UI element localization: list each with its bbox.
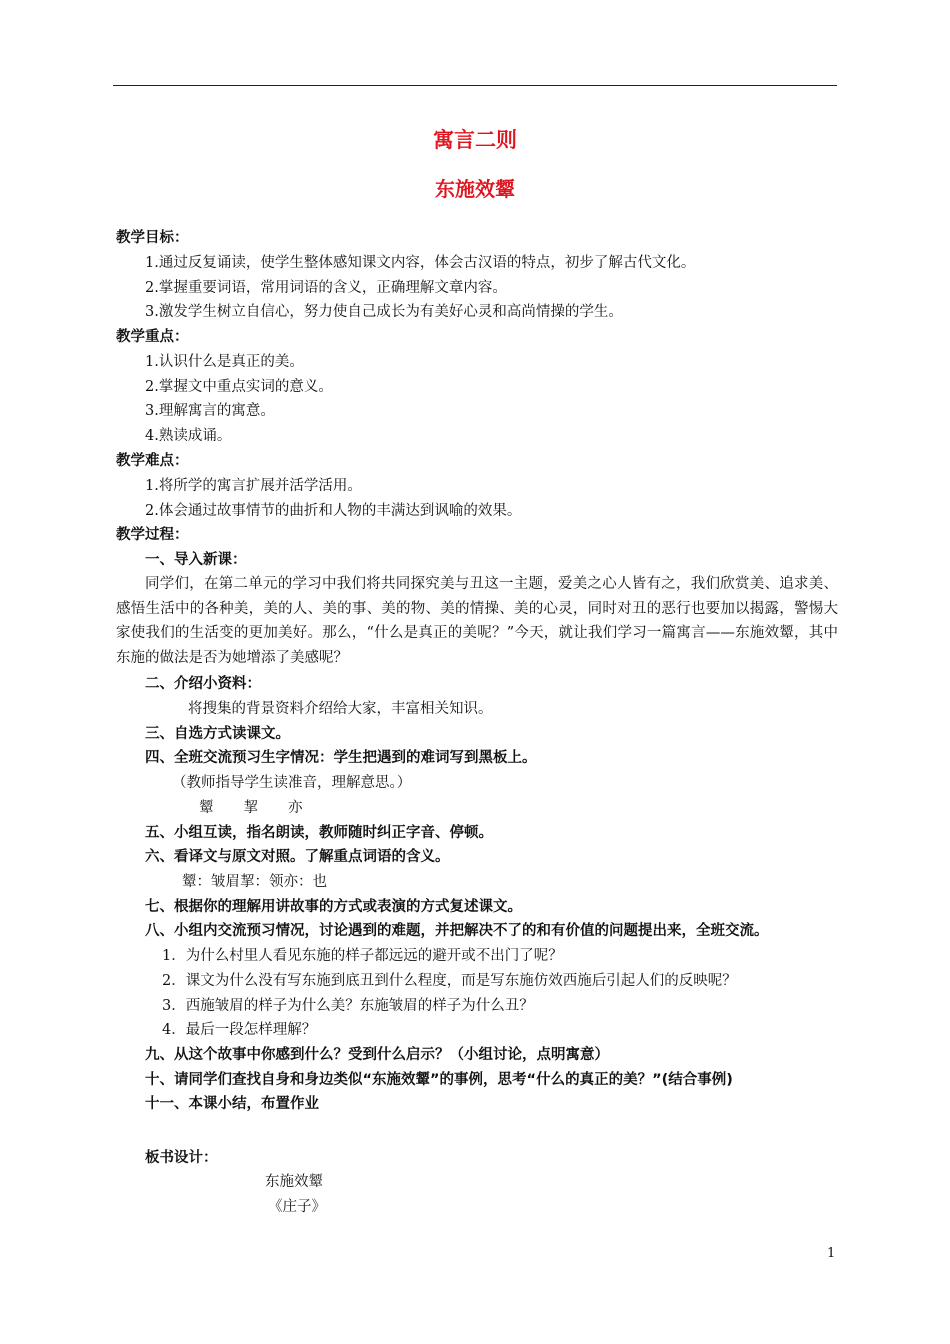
header-rule [113, 85, 837, 86]
char-3: 亦 [288, 800, 303, 816]
intro-paragraph: 同学们，在第二单元的学习中我们将共同探究美与丑这一主题，爱美之心人皆有之，我们欣赏美、追求美、感悟生活中的各种美，美的人、美的事、美的物、美的情操、美的心灵，同时对丑的恶行也要加以揭露，警惕大家使我们的生活变的更加美好。那么，“什么是真正的美呢？”今天，就让我们学习一篇寓言——东施效颦，其中东施的做法是否为她增添了美感呢？ [116, 576, 838, 666]
step-7: 七、根据你的理解用讲故事的方式或表演的方式复述课文。 [145, 899, 522, 915]
keypoint-item-2: 2.掌握文中重点实词的意义。 [145, 379, 333, 395]
step-3: 三、自选方式读课文。 [145, 726, 290, 742]
char-1: 颦 [199, 800, 214, 816]
doc-subtitle: 东施效颦 [435, 177, 515, 201]
step-11: 十一、本课小结，布置作业 [145, 1096, 319, 1112]
keypoint-item-4: 4.熟读成诵。 [145, 428, 232, 444]
board-line-1: 东施效颦 [265, 1174, 323, 1190]
difficulty-item-2: 2.体会通过故事情节的曲折和人物的丰满达到讽喻的效果。 [145, 503, 522, 519]
goal-item-2: 2.掌握重要词语，常用词语的含义，正确理解文章内容。 [145, 280, 507, 296]
step-6-text: 颦：皱眉挈：领亦：也 [182, 874, 327, 890]
step-10: 十、请同学们查找自身和身边类似“东施效颦”的事例，思考“什么的真正的美？”(结合事例) [145, 1072, 733, 1088]
difficulty-item-1: 1.将所学的寓言扩展并活学活用。 [145, 478, 362, 494]
keypoints-heading: 教学重点： [116, 329, 189, 345]
goal-item-1: 1.通过反复诵读，使学生整体感知课文内容，体会古汉语的特点，初步了解古代文化。 [145, 255, 696, 271]
keypoint-item-3: 3.理解寓言的寓意。 [145, 403, 275, 419]
step-8-question-4: 4．最后一段怎样理解？ [162, 1022, 317, 1038]
difficulties-heading: 教学难点： [116, 453, 189, 469]
step-4: 四、全班交流预习生字情况：学生把遇到的难词写到黑板上。 [145, 750, 537, 766]
step-4-note: （教师指导学生读准音，理解意思。） [172, 775, 412, 791]
step-1: 一、导入新课： [145, 552, 247, 568]
doc-title: 寓言二则 [433, 128, 517, 152]
page-number: 1 [827, 1246, 836, 1261]
step-8-question-1: 1．为什么村里人看见东施的样子都远远的避开或不出门了呢？ [162, 948, 563, 964]
step-8: 八、小组内交流预习情况，讨论遇到的难题，并把解决不了的和有价值的问题提出来，全班交流。 [145, 923, 769, 939]
board-line-2: 《庄子》 [268, 1199, 326, 1215]
process-heading: 教学过程： [116, 527, 189, 543]
step-9: 九、从这个故事中你感到什么？受到什么启示？（小组讨论，点明寓意） [145, 1047, 609, 1063]
step-5: 五、小组互读，指名朗读，教师随时纠正字音、停顿。 [145, 825, 493, 841]
char-2: 挈 [243, 800, 258, 816]
step-2: 二、介绍小资料： [145, 676, 261, 692]
step-2-text: 将搜集的背景资料介绍给大家，丰富相关知识。 [188, 701, 493, 717]
step-8-question-2: 2．课文为什么没有写东施到底丑到什么程度，而是写东施仿效西施后引起人们的反映呢？ [162, 973, 737, 989]
step-4-chars [199, 798, 333, 818]
board-heading: 板书设计： [145, 1150, 218, 1166]
goals-heading: 教学目标： [116, 230, 189, 246]
goal-item-3: 3.激发学生树立自信心，努力使自己成长为有美好心灵和高尚情操的学生。 [145, 304, 623, 320]
step-8-question-3: 3．西施皱眉的样子为什么美？东施皱眉的样子为什么丑？ [162, 998, 534, 1014]
step-6: 六、看译文与原文对照。了解重点词语的含义。 [145, 849, 450, 865]
keypoint-item-1: 1.认识什么是真正的美。 [145, 354, 304, 370]
